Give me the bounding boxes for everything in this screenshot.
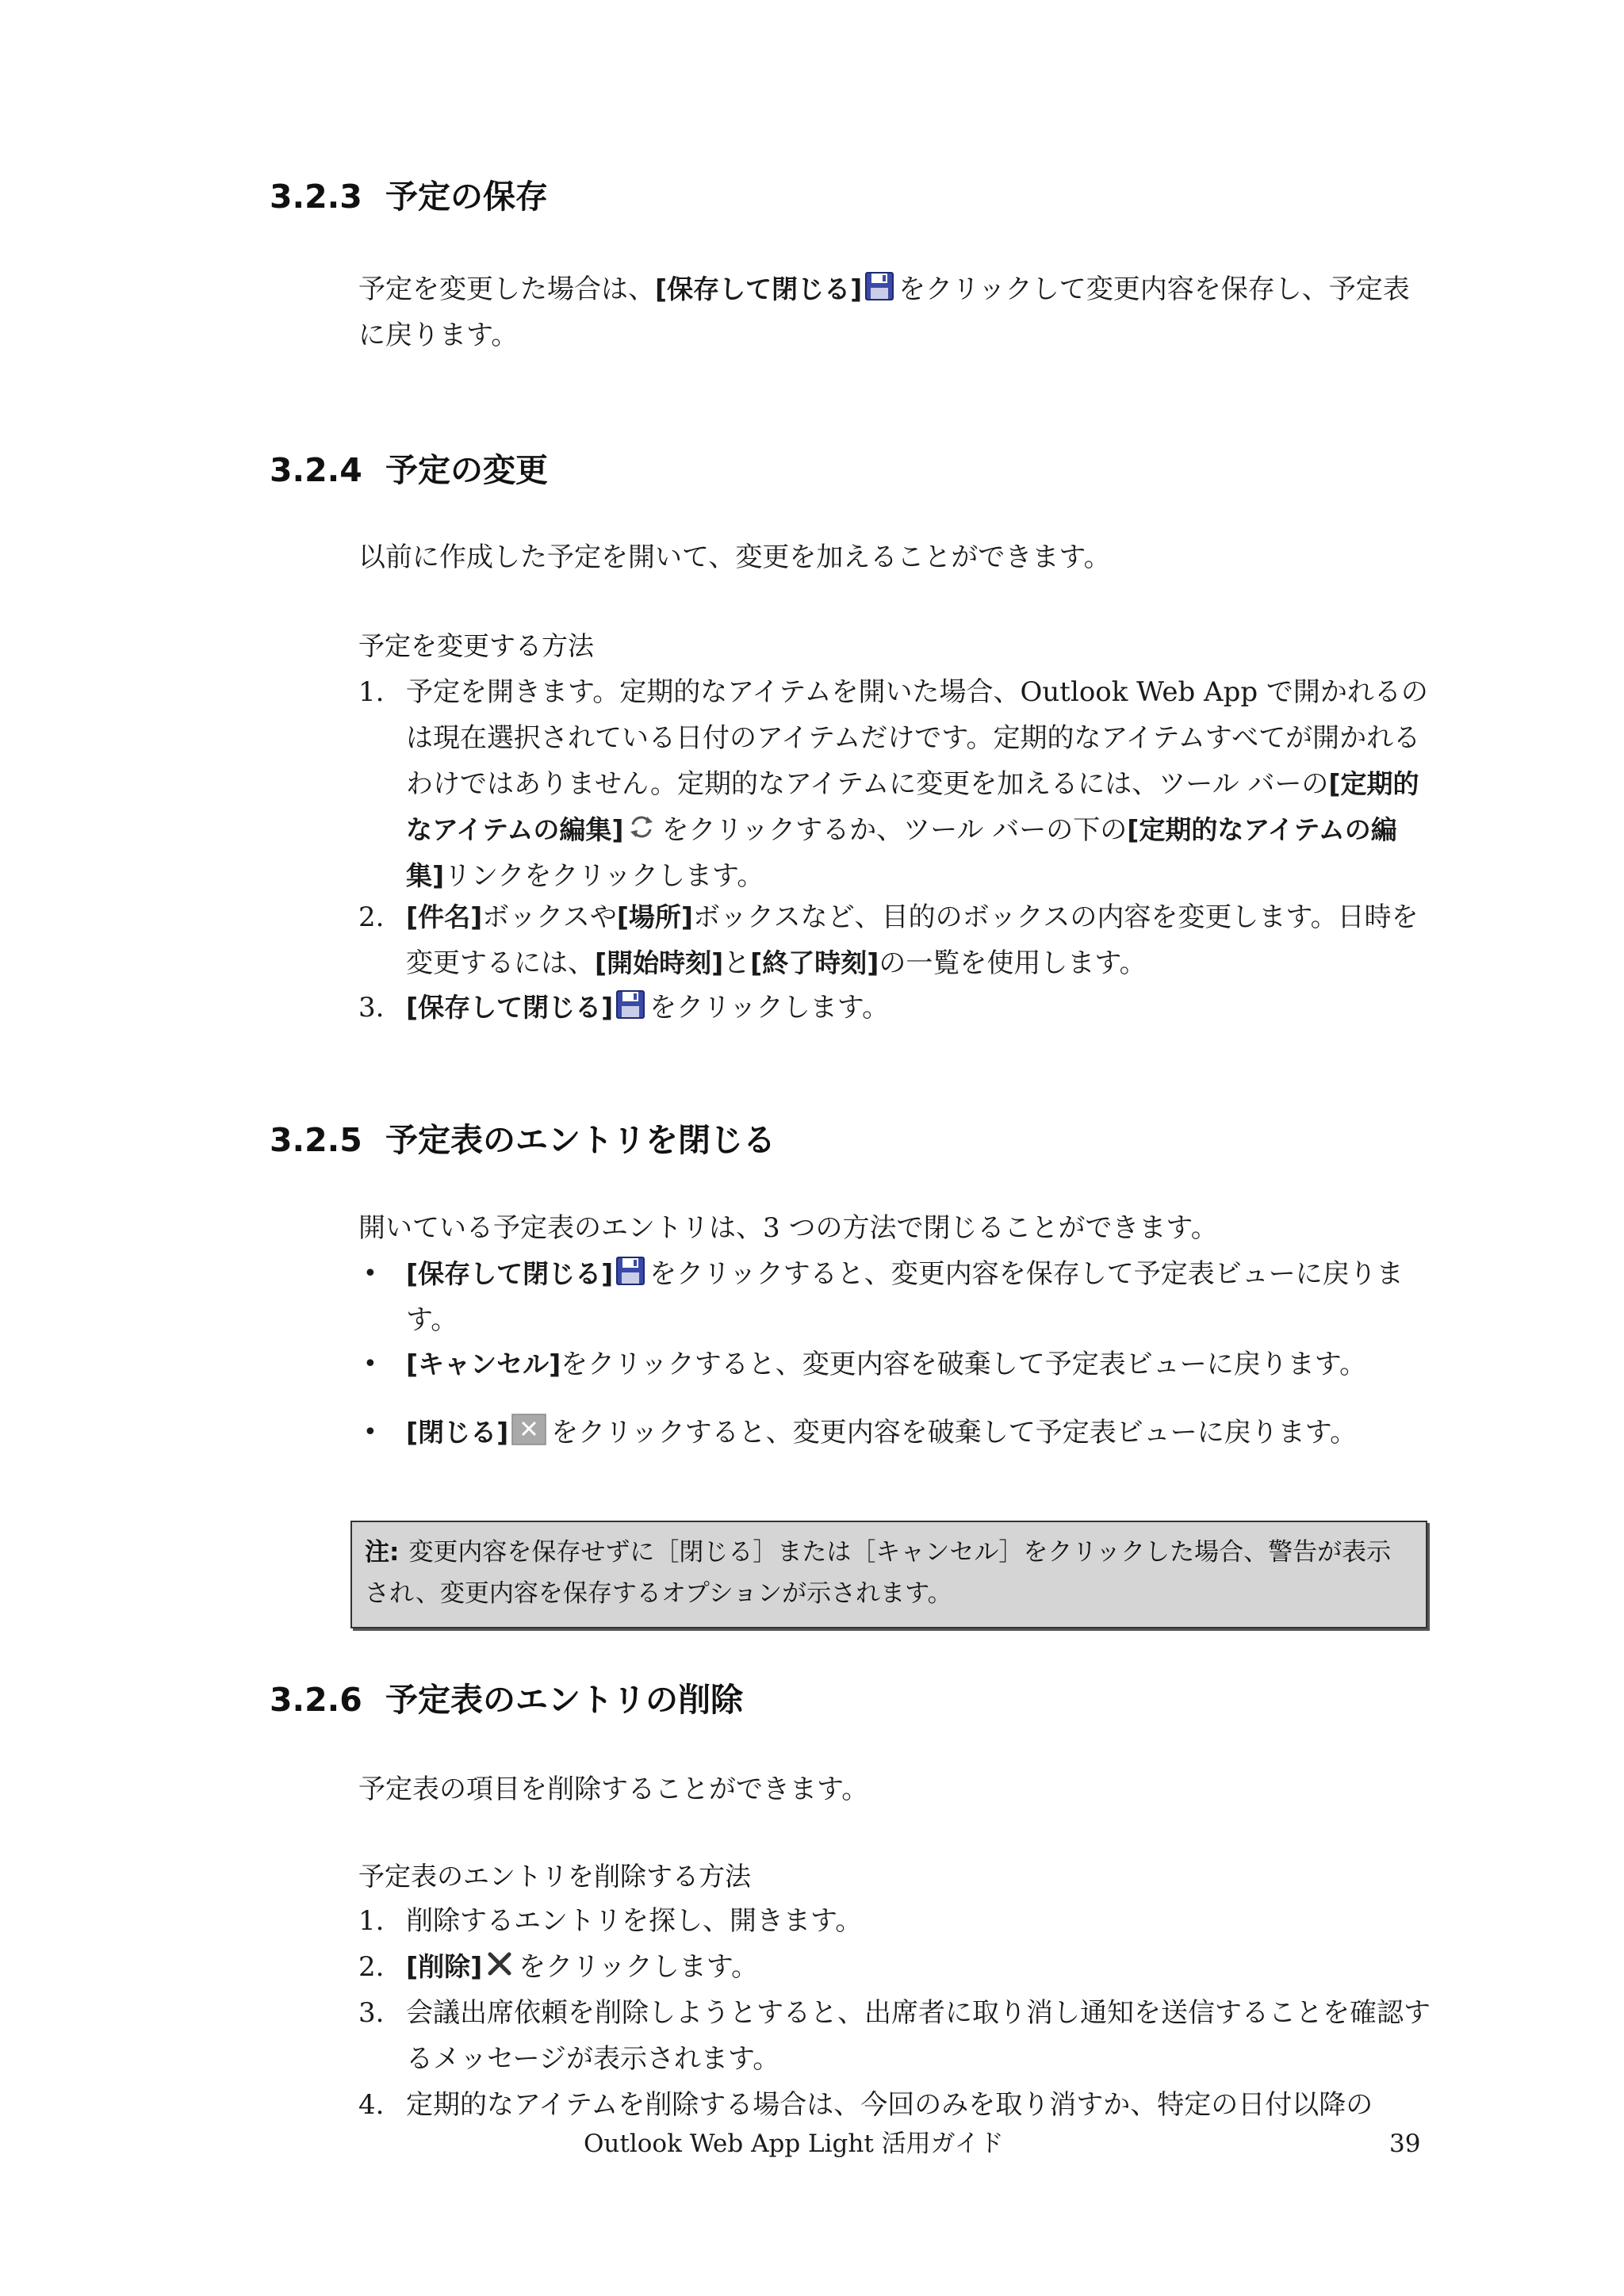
section-heading-3-2-4 — [270, 448, 548, 492]
list-item — [358, 2082, 1434, 2128]
section-number: 3.2.6 — [270, 1681, 362, 1719]
bold-ui-term: [場所] — [616, 901, 694, 932]
list-number: 2. — [358, 901, 385, 933]
text-run: をクリックします。 — [519, 1951, 759, 1983]
section-title: 予定表のエントリの削除 — [385, 1681, 743, 1719]
text-run: 定期的なアイテムを削除する場合は、今回のみを取り消すか、特定の日付以降の — [406, 2089, 1373, 2121]
list-number: 3. — [358, 992, 385, 1024]
bold-ui-term: [キャンセル] — [406, 1349, 561, 1380]
bold-ui-term: [開始時刻] — [595, 947, 724, 978]
paragraph-intro: 以前に作成した予定を開いて、変更を加えることができます。 — [358, 541, 1111, 573]
bold-ui-term: [保存して閉じる] — [655, 274, 863, 304]
bullet-marker: • — [363, 1350, 377, 1378]
bullet-marker: • — [363, 1418, 377, 1446]
list-number: 2. — [358, 1951, 385, 1983]
bullet-item — [358, 1341, 1434, 1387]
note-text: 変更内容を保存せずに［閉じる］または［キャンセル］をクリックした場合、警告が表示され、変更内容を保存するオプションが示されます。 — [365, 1538, 1392, 1608]
paragraph-intro: 予定表の項目を削除することができます。 — [358, 1774, 869, 1805]
list-item — [358, 985, 1434, 1031]
text-run: と — [723, 947, 751, 979]
delete-x-icon — [485, 1950, 514, 1978]
text-run: リンクをクリックします。 — [444, 860, 764, 892]
bullet-item — [358, 1410, 1434, 1456]
section-heading-3-2-3 — [270, 174, 548, 219]
save-floppy-icon — [616, 1257, 645, 1285]
list-item — [358, 1944, 1434, 1990]
list-number: 1. — [358, 1905, 385, 1937]
paragraph-save — [358, 266, 1434, 358]
bold-ui-term: [定期的なアイテムの編集] — [406, 768, 1419, 845]
close-x-box-icon — [511, 1414, 546, 1445]
text-run: をクリックすると、変更内容を破棄して予定表ビューに戻ります。 — [561, 1349, 1367, 1380]
procedure-heading: 予定を変更する方法 — [358, 630, 594, 661]
text-run: ボックスなど、目的のボックスの内容を変更します。日時を変更するには、 — [406, 901, 1419, 979]
section-number: 3.2.5 — [270, 1121, 362, 1159]
text-run: の一覧を使用します。 — [879, 947, 1147, 979]
bold-ui-term: [終了時刻] — [750, 947, 879, 978]
text-run: 予定を変更した場合は、 — [358, 274, 655, 305]
bold-ui-term: [保存して閉じる] — [406, 1258, 614, 1289]
section-title: 予定の変更 — [385, 451, 548, 489]
text-run: 削除するエントリを探し、開きます。 — [406, 1905, 863, 1937]
bullet-marker: • — [363, 1260, 377, 1288]
text-run: 会議出席依頼を削除しようとすると、出席者に取り消し通知を送信することを確認するメッセージが表示されます。 — [406, 1997, 1431, 2075]
bold-ui-term: [件名] — [406, 901, 483, 932]
text-run: をクリックします。 — [649, 992, 890, 1024]
text-run: をクリックすると、変更内容を保存して予定表ビューに戻ります。 — [406, 1258, 1404, 1336]
note-box — [350, 1521, 1427, 1628]
section-title: 予定表のエントリを閉じる — [385, 1121, 776, 1159]
section-heading-3-2-5 — [270, 1118, 776, 1162]
save-floppy-icon — [865, 272, 894, 300]
bold-ui-term: [保存して閉じる] — [406, 992, 614, 1023]
text-run: をクリックするか、ツール バーの下の — [661, 814, 1128, 846]
list-number: 1. — [358, 676, 385, 708]
save-floppy-icon — [616, 990, 645, 1019]
footer-title: Outlook Web App Light 活用ガイド — [584, 2130, 1004, 2158]
section-title: 予定の保存 — [385, 178, 548, 216]
list-number: 3. — [358, 1997, 385, 2029]
list-item — [358, 894, 1434, 986]
recurring-edit-icon — [626, 812, 657, 842]
section-number: 3.2.3 — [270, 178, 362, 216]
list-item — [358, 1990, 1434, 2082]
text-run: をクリックして変更内容を保存し、予定表に戻ります。 — [358, 274, 1410, 351]
bullet-item — [358, 1251, 1434, 1343]
section-heading-3-2-6 — [270, 1678, 743, 1722]
list-item — [358, 1898, 1434, 1944]
bold-ui-term: [削除] — [406, 1951, 483, 1982]
paragraph-intro: 開いている予定表のエントリは、3 つの方法で閉じることができます。 — [358, 1212, 1218, 1244]
procedure-heading: 予定表のエントリを削除する方法 — [358, 1861, 751, 1892]
bold-ui-term: [閉じる] — [406, 1417, 509, 1448]
page-number: 39 — [1389, 2130, 1421, 2158]
note-label: 注: — [365, 1538, 400, 1567]
list-item — [358, 669, 1434, 899]
bold-ui-term: [定期的なアイテムの編集] — [406, 814, 1397, 891]
text-run: をクリックすると、変更内容を破棄して予定表ビューに戻ります。 — [551, 1417, 1358, 1448]
list-number: 4. — [358, 2089, 385, 2121]
section-number: 3.2.4 — [270, 451, 362, 489]
text-run: 予定を開きます。定期的なアイテムを開いた場合、Outlook Web App で開かれるのは現在選択されている日付のアイテムだけです。定期的なアイテムすべてが開かれるわけではありません。定期的なアイテムに変更を加えるには、ツール バーの — [406, 676, 1428, 800]
text-run: ボックスや — [482, 901, 617, 933]
